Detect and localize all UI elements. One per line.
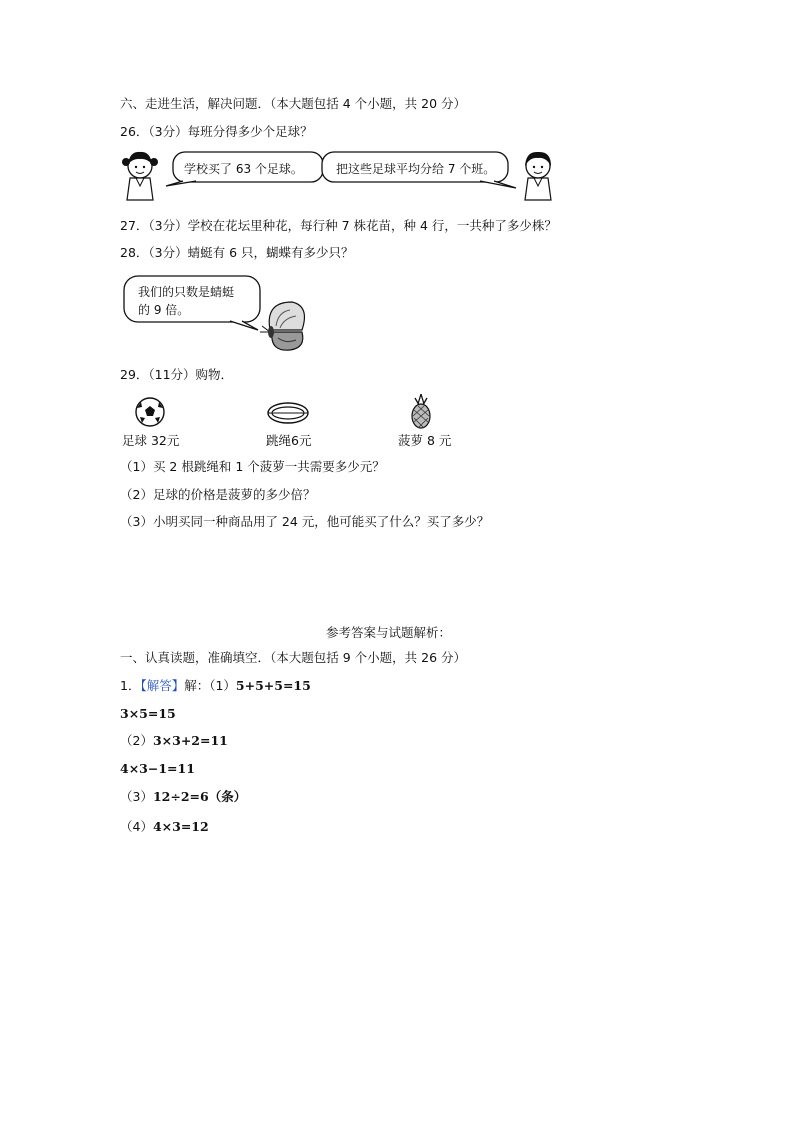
question-27: 27．（3分）学校在花坛里种花，每行种 7 株花苗，种 4 行，一共种了多少株？ [120,218,557,233]
equation-3: 3×3+2=11 [152,733,228,748]
item-label-pineapple: 菠萝 8 元 [398,433,452,448]
girl-figure-icon [122,152,158,200]
answer-1-part4 [120,819,209,835]
item-label-soccer: 足球 32元 [122,433,180,448]
part-label-2: （2） [120,733,153,748]
question-29-sub1: （1）买 2 根跳绳和 1 个菠萝一共需要多少元？ [120,459,385,474]
equation-4: 4×3−1=11 [120,761,195,776]
part-label-3: （3） [120,789,153,804]
answer-tag: 【解答】 [140,678,185,693]
part-label-4: （4） [120,819,153,834]
boy-figure-icon [525,152,551,200]
answer-1-part3 [120,789,246,805]
item-label-rope: 跳绳6元 [266,433,312,448]
answer-number: 1． [120,678,141,693]
answer-intro: 解：（1） [184,678,236,693]
equation-2: 3×5=15 [120,706,176,721]
butterfly-bubble-line2: 的 9 倍。 [138,303,190,317]
right-bubble-text: 把这些足球平均分给 7 个班。 [336,162,496,176]
question-28: 28．（3分）蜻蜓有 6 只，蝴蝶有多少只？ [120,245,354,260]
answers-section1-heading: 一、认真读题，准确填空．（本大题包括 9 个小题，共 26 分） [120,650,467,665]
jump-rope-icon [266,400,312,426]
section-heading: 六、走进生活，解决问题．（本大题包括 4 个小题，共 20 分） [120,96,467,111]
equation-6: 4×3=12 [152,819,209,834]
butterfly-bubble-line1: 我们的只数是蜻蜓 [138,285,235,299]
answer-1-part2 [120,733,228,749]
pineapple-icon [407,392,435,430]
question-29: 29．（11分）购物． [120,367,234,382]
question-29-sub2: （2）足球的价格是菠萝的多少倍？ [120,487,316,502]
answers-title: 参考答案与试题解析： [326,625,452,640]
equation-5-unit: （条） [208,789,247,804]
question-29-sub3: （3）小明买同一种商品用了 24 元，他可能买了什么？买了多少？ [120,514,490,529]
butterfly-icon [260,302,304,350]
left-bubble-text: 学校买了 63 个足球。 [184,162,303,176]
equation-1: 5+5+5=15 [235,678,311,693]
equation-5: 12÷2=6 [152,789,209,804]
answer-1-line1 [120,678,311,694]
soccer-ball-icon [133,396,169,428]
question-26: 26．（3分）每班分得多少个足球？ [120,124,313,139]
